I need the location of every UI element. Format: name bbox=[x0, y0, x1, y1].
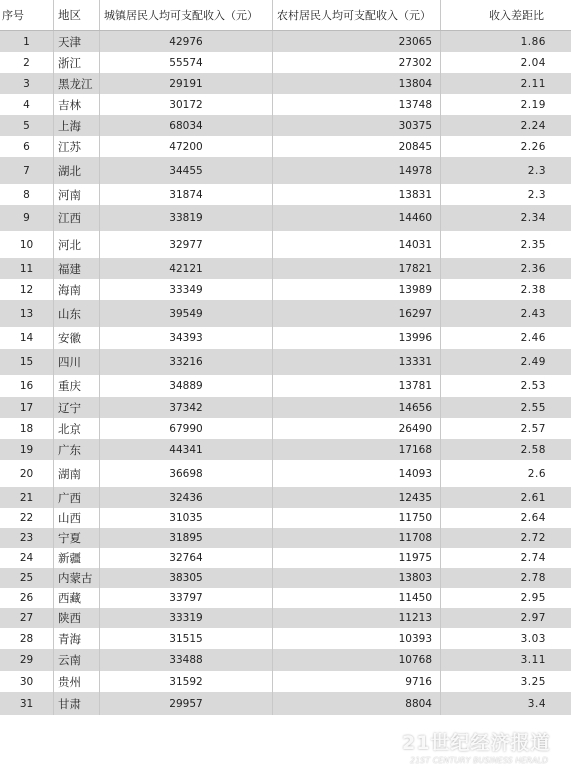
row-region: 四川 bbox=[54, 349, 100, 375]
row-rank: 14 bbox=[0, 327, 54, 349]
row-income-ratio: 2.26 bbox=[520, 140, 546, 153]
row-region: 浙江 bbox=[54, 52, 100, 73]
watermark-cn: 21世纪经济报道 bbox=[402, 732, 551, 754]
row-region: 青海 bbox=[54, 628, 100, 649]
publisher-watermark bbox=[396, 726, 571, 776]
row-rural-income: 9716 bbox=[273, 671, 441, 692]
row-region: 福建 bbox=[54, 258, 100, 279]
row-rank: 18 bbox=[0, 418, 54, 439]
row-rural-income: 14460 bbox=[273, 205, 441, 231]
row-rural-income: 17168 bbox=[273, 439, 441, 460]
table-row bbox=[0, 608, 571, 628]
row-rural-income: 23065 bbox=[273, 31, 441, 52]
row-urban-income: 32436 bbox=[100, 487, 273, 508]
table-row bbox=[0, 52, 571, 73]
row-rural-income: 26490 bbox=[273, 418, 441, 439]
watermark-en: 21ST CENTURY BUSINESS HERALD bbox=[410, 756, 548, 765]
table-row bbox=[0, 375, 571, 397]
row-urban-income: 33819 bbox=[100, 205, 273, 231]
row-rank: 3 bbox=[0, 73, 54, 94]
row-region: 江西 bbox=[54, 205, 100, 231]
row-income-ratio: 2.19 bbox=[520, 98, 546, 111]
row-income-ratio: 2.34 bbox=[520, 212, 546, 224]
table-row bbox=[0, 300, 571, 327]
row-rural-income: 13748 bbox=[273, 94, 441, 115]
row-rank: 11 bbox=[0, 258, 54, 279]
row-urban-income: 33216 bbox=[100, 349, 273, 375]
row-rank: 19 bbox=[0, 439, 54, 460]
table-row bbox=[0, 649, 571, 671]
row-urban-income: 31895 bbox=[100, 528, 273, 548]
row-income-ratio: 2.61 bbox=[520, 491, 546, 504]
row-urban-income: 29957 bbox=[100, 692, 273, 715]
row-rank: 28 bbox=[0, 628, 54, 649]
row-income-ratio: 2.97 bbox=[520, 612, 546, 624]
row-rank: 16 bbox=[0, 375, 54, 397]
row-rank: 12 bbox=[0, 279, 54, 300]
row-region: 云南 bbox=[54, 649, 100, 671]
row-urban-income: 33319 bbox=[100, 608, 273, 628]
table-row bbox=[0, 588, 571, 608]
row-region: 河北 bbox=[54, 231, 100, 258]
row-region: 江苏 bbox=[54, 136, 100, 157]
row-rank: 30 bbox=[0, 671, 54, 692]
row-rank: 21 bbox=[0, 487, 54, 508]
row-rural-income: 10393 bbox=[273, 628, 441, 649]
row-rank: 17 bbox=[0, 397, 54, 418]
row-rural-income: 16297 bbox=[273, 300, 441, 327]
table-row bbox=[0, 460, 571, 487]
row-rank: 4 bbox=[0, 94, 54, 115]
row-income-ratio: 2.57 bbox=[520, 422, 546, 435]
row-region: 海南 bbox=[54, 279, 100, 300]
row-rank: 31 bbox=[0, 692, 54, 715]
row-rural-income: 17821 bbox=[273, 258, 441, 279]
table-row bbox=[0, 671, 571, 692]
table-row bbox=[0, 508, 571, 528]
row-region: 湖南 bbox=[54, 460, 100, 487]
table-row bbox=[0, 692, 571, 715]
row-income-ratio: 2.43 bbox=[520, 307, 546, 320]
row-rank: 13 bbox=[0, 300, 54, 327]
row-income-ratio: 2.3 bbox=[527, 188, 546, 201]
table-row bbox=[0, 136, 571, 157]
row-rank: 20 bbox=[0, 460, 54, 487]
row-urban-income: 31035 bbox=[100, 508, 273, 528]
row-region: 辽宁 bbox=[54, 397, 100, 418]
header-rank: 序号 bbox=[0, 0, 54, 30]
row-rural-income: 11975 bbox=[273, 548, 441, 568]
table-row bbox=[0, 157, 571, 184]
table-row bbox=[0, 279, 571, 300]
row-rank: 22 bbox=[0, 508, 54, 528]
row-urban-income: 37342 bbox=[100, 397, 273, 418]
row-rank: 9 bbox=[0, 205, 54, 231]
row-urban-income: 31592 bbox=[100, 671, 273, 692]
row-region: 山东 bbox=[54, 300, 100, 327]
row-rank: 29 bbox=[0, 649, 54, 671]
row-rural-income: 11213 bbox=[273, 608, 441, 628]
row-urban-income: 68034 bbox=[100, 115, 273, 136]
row-rank: 24 bbox=[0, 548, 54, 568]
row-income-ratio: 2.35 bbox=[520, 238, 546, 251]
row-region: 重庆 bbox=[54, 375, 100, 397]
row-income-ratio: 2.49 bbox=[520, 356, 546, 368]
row-urban-income: 34393 bbox=[100, 327, 273, 349]
row-urban-income: 30172 bbox=[100, 94, 273, 115]
row-rank: 6 bbox=[0, 136, 54, 157]
table-row bbox=[0, 94, 571, 115]
row-urban-income: 34455 bbox=[100, 157, 273, 184]
row-rural-income: 13996 bbox=[273, 327, 441, 349]
row-rural-income: 11750 bbox=[273, 508, 441, 528]
row-region: 新疆 bbox=[54, 548, 100, 568]
row-urban-income: 67990 bbox=[100, 418, 273, 439]
row-income-ratio: 2.53 bbox=[520, 380, 546, 392]
row-region: 陕西 bbox=[54, 608, 100, 628]
row-income-ratio: 2.55 bbox=[520, 401, 546, 414]
row-rank: 10 bbox=[0, 231, 54, 258]
row-rural-income: 11708 bbox=[273, 528, 441, 548]
row-income-ratio: 2.78 bbox=[520, 572, 546, 584]
row-income-ratio: 2.3 bbox=[527, 164, 546, 177]
row-urban-income: 34889 bbox=[100, 375, 273, 397]
row-urban-income: 31874 bbox=[100, 184, 273, 205]
row-income-ratio: 3.4 bbox=[527, 697, 546, 710]
row-rural-income: 13831 bbox=[273, 184, 441, 205]
header-region: 地区 bbox=[54, 0, 100, 30]
row-urban-income: 36698 bbox=[100, 460, 273, 487]
table-row bbox=[0, 397, 571, 418]
row-urban-income: 55574 bbox=[100, 52, 273, 73]
row-rural-income: 13989 bbox=[273, 279, 441, 300]
row-rank: 26 bbox=[0, 588, 54, 608]
row-urban-income: 42976 bbox=[100, 31, 273, 52]
row-urban-income: 38305 bbox=[100, 568, 273, 588]
row-rank: 8 bbox=[0, 184, 54, 205]
row-income-ratio: 2.64 bbox=[520, 512, 546, 524]
row-income-ratio: 3.11 bbox=[520, 654, 546, 666]
row-rural-income: 12435 bbox=[273, 487, 441, 508]
row-urban-income: 32977 bbox=[100, 231, 273, 258]
row-region: 广西 bbox=[54, 487, 100, 508]
row-region: 上海 bbox=[54, 115, 100, 136]
header-income-ratio: 收入差距比 bbox=[489, 9, 544, 22]
table-row bbox=[0, 528, 571, 548]
row-rural-income: 13804 bbox=[273, 73, 441, 94]
table-row bbox=[0, 349, 571, 375]
row-income-ratio: 2.95 bbox=[520, 592, 546, 604]
row-rank: 7 bbox=[0, 157, 54, 184]
table-row bbox=[0, 73, 571, 94]
row-region: 安徽 bbox=[54, 327, 100, 349]
row-region: 吉林 bbox=[54, 94, 100, 115]
row-urban-income: 29191 bbox=[100, 73, 273, 94]
row-income-ratio: 2.38 bbox=[520, 283, 546, 296]
row-income-ratio: 2.46 bbox=[520, 332, 546, 344]
row-urban-income: 32764 bbox=[100, 548, 273, 568]
row-rural-income: 11450 bbox=[273, 588, 441, 608]
row-income-ratio: 2.24 bbox=[520, 119, 546, 132]
table-row bbox=[0, 258, 571, 279]
row-income-ratio: 2.74 bbox=[520, 552, 546, 564]
row-rank: 27 bbox=[0, 608, 54, 628]
row-urban-income: 33797 bbox=[100, 588, 273, 608]
table-row bbox=[0, 115, 571, 136]
row-income-ratio: 2.04 bbox=[520, 56, 546, 69]
row-rank: 15 bbox=[0, 349, 54, 375]
row-urban-income: 47200 bbox=[100, 136, 273, 157]
row-income-ratio: 2.72 bbox=[520, 532, 546, 544]
row-rural-income: 14031 bbox=[273, 231, 441, 258]
row-region: 河南 bbox=[54, 184, 100, 205]
header-urban-income: 城镇居民人均可支配收入（元） bbox=[100, 0, 273, 30]
table-row bbox=[0, 418, 571, 439]
row-urban-income: 39549 bbox=[100, 300, 273, 327]
table-row bbox=[0, 548, 571, 568]
row-region: 西藏 bbox=[54, 588, 100, 608]
row-urban-income: 42121 bbox=[100, 258, 273, 279]
row-region: 甘肃 bbox=[54, 692, 100, 715]
row-rural-income: 30375 bbox=[273, 115, 441, 136]
table-row bbox=[0, 327, 571, 349]
row-rural-income: 20845 bbox=[273, 136, 441, 157]
row-rank: 25 bbox=[0, 568, 54, 588]
table-header bbox=[0, 0, 571, 31]
row-income-ratio: 2.6 bbox=[527, 467, 546, 480]
row-urban-income: 31515 bbox=[100, 628, 273, 649]
row-income-ratio: 2.36 bbox=[520, 262, 546, 275]
table-row bbox=[0, 184, 571, 205]
row-rural-income: 27302 bbox=[273, 52, 441, 73]
table-body bbox=[0, 31, 571, 715]
row-urban-income: 33349 bbox=[100, 279, 273, 300]
row-urban-income: 44341 bbox=[100, 439, 273, 460]
row-region: 宁夏 bbox=[54, 528, 100, 548]
row-region: 湖北 bbox=[54, 157, 100, 184]
row-rural-income: 13781 bbox=[273, 375, 441, 397]
row-region: 天津 bbox=[54, 31, 100, 52]
row-rural-income: 10768 bbox=[273, 649, 441, 671]
row-rank: 23 bbox=[0, 528, 54, 548]
row-rank: 5 bbox=[0, 115, 54, 136]
row-rural-income: 14093 bbox=[273, 460, 441, 487]
row-region: 贵州 bbox=[54, 671, 100, 692]
row-rural-income: 8804 bbox=[273, 692, 441, 715]
table-row bbox=[0, 487, 571, 508]
table-row bbox=[0, 439, 571, 460]
table-row bbox=[0, 628, 571, 649]
row-rural-income: 14656 bbox=[273, 397, 441, 418]
row-income-ratio: 3.03 bbox=[520, 632, 546, 645]
row-rural-income: 13803 bbox=[273, 568, 441, 588]
table-row bbox=[0, 568, 571, 588]
table-row bbox=[0, 31, 571, 52]
row-urban-income: 33488 bbox=[100, 649, 273, 671]
row-income-ratio: 2.11 bbox=[520, 77, 546, 90]
row-region: 广东 bbox=[54, 439, 100, 460]
row-income-ratio: 1.86 bbox=[520, 35, 546, 48]
row-region: 山西 bbox=[54, 508, 100, 528]
row-rank: 2 bbox=[0, 52, 54, 73]
row-income-ratio: 2.58 bbox=[520, 443, 546, 456]
table-row bbox=[0, 205, 571, 231]
row-rank: 1 bbox=[0, 31, 54, 52]
row-region: 北京 bbox=[54, 418, 100, 439]
row-region: 黑龙江 bbox=[54, 73, 100, 94]
table-row bbox=[0, 231, 571, 258]
row-income-ratio: 3.25 bbox=[520, 675, 546, 688]
row-rural-income: 13331 bbox=[273, 349, 441, 375]
row-rural-income: 14978 bbox=[273, 157, 441, 184]
row-region: 内蒙古 bbox=[54, 568, 100, 588]
header-rural-income: 农村居民人均可支配收入（元） bbox=[273, 0, 441, 30]
